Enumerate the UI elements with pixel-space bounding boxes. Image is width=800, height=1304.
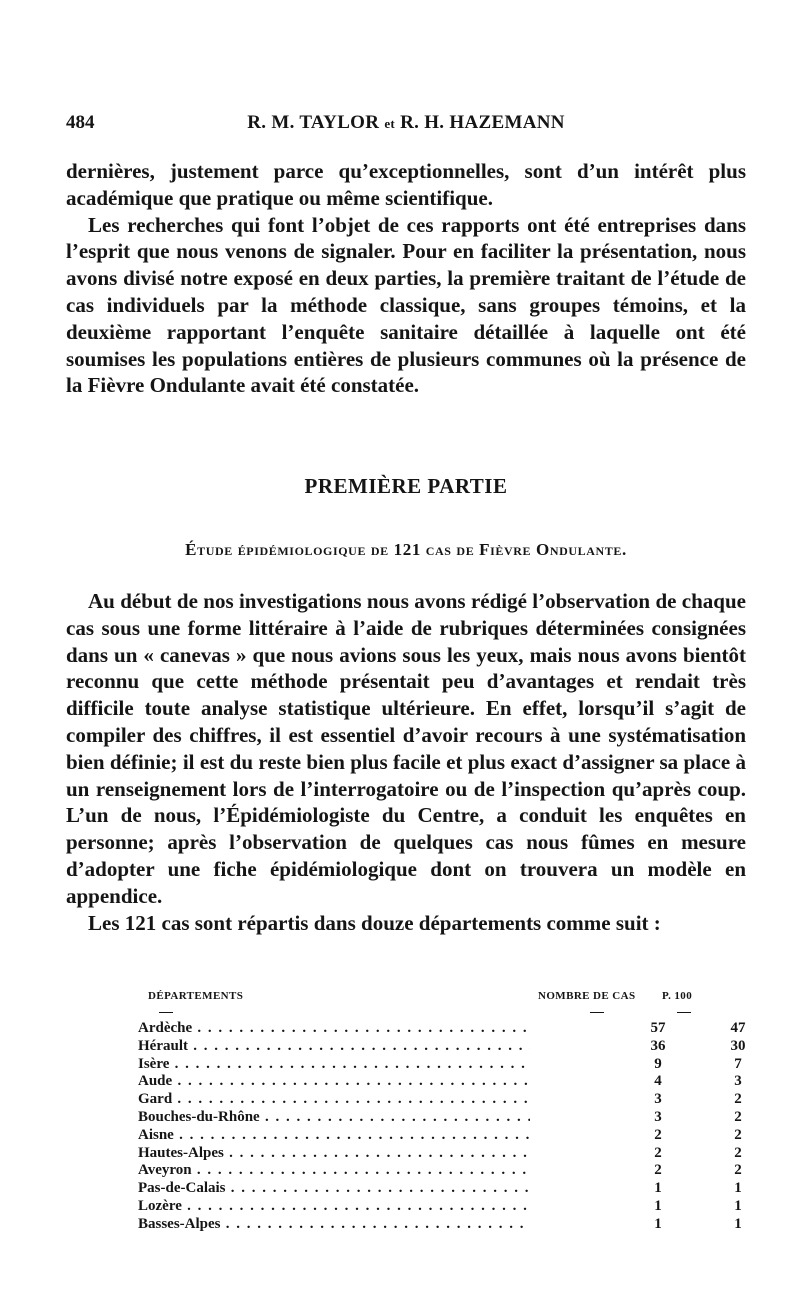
case-count: 3 bbox=[654, 1108, 662, 1125]
departement-name: Hérault . . . bbox=[138, 1038, 530, 1056]
case-count: 1 bbox=[654, 1197, 662, 1214]
case-percent: 3 bbox=[734, 1073, 742, 1090]
case-percent: 47 bbox=[730, 1020, 746, 1036]
case-count: 57 bbox=[650, 1020, 666, 1036]
page-header bbox=[66, 112, 746, 136]
case-percent: 1 bbox=[734, 1197, 742, 1214]
departement-name: Hautes-Alpes . . . bbox=[138, 1145, 530, 1163]
departement-name: Bouches-du-Rhône . . . bbox=[138, 1109, 530, 1127]
departement-name: Gard . . . bbox=[138, 1091, 530, 1109]
case-count: 36 bbox=[650, 1037, 666, 1054]
running-head-et: et bbox=[384, 116, 396, 131]
body-text bbox=[66, 588, 746, 936]
departement-name: Aude . . . bbox=[138, 1073, 530, 1091]
header-departements: DÉPARTEMENTS bbox=[148, 990, 244, 1002]
case-percent: 7 bbox=[734, 1055, 742, 1072]
table-row bbox=[138, 1215, 742, 1234]
case-count: 1 bbox=[654, 1215, 662, 1232]
table-row bbox=[138, 1180, 742, 1198]
section-subtitle: Étude épidémiologique de 121 cas de Fièvre Ondulante. bbox=[185, 540, 627, 559]
table-row bbox=[138, 1020, 746, 1038]
body-paragraph-1: Au début de nos investigations nous avons rédigé l’observation de chaque cas sous une forme littéraire à l’aide de rubriques déterminées consignées dans un « canevas » que nous avions sous les yeux, mais nous avons bientôt reconnu que cette méthode présentait peu d’avantages et rendait très difficile toute analyse statistique ultérieure. En effet, lorsqu’il s’agit de compiler des chiffres, il est essentiel d’avoir recours à une systématisation bien définie; il est du reste bien plus facile et plus exact d’assigner sa place à un renseignement lors de l’interrogatoire ou de l’inspection qu’après coup. L’un de nous, l’Épidémiologiste du Centre, a conduit les enquêtes en personne; après l’observation de quelques cas nous fûmes en mesure d’adopter une fiche épidémiologique dont on trouvera un modèle en appendice. bbox=[66, 589, 746, 908]
departement-name: Basses-Alpes . . . bbox=[138, 1216, 530, 1234]
case-percent: 1 bbox=[734, 1215, 742, 1232]
case-percent: 2 bbox=[734, 1126, 742, 1143]
header-nombre-de-cas: NOMBRE DE CAS bbox=[538, 990, 636, 1002]
body-paragraph-2: Les 121 cas sont répartis dans douze départements comme suit : bbox=[88, 910, 661, 935]
case-percent: 1 bbox=[734, 1180, 742, 1197]
departement-name: Pas-de-Calais . . . bbox=[138, 1180, 530, 1198]
intro-paragraph-1: dernières, justement parce qu’exceptionnelles, sont d’un intérêt plus académique que pratique ou même scientifique. bbox=[66, 159, 746, 210]
table-row bbox=[138, 1144, 742, 1163]
case-count: 4 bbox=[654, 1073, 662, 1090]
header-pourcentage: P. 100 bbox=[662, 990, 693, 1002]
departement-name: Aveyron . . . bbox=[138, 1162, 530, 1180]
case-count: 2 bbox=[654, 1126, 662, 1143]
case-percent: 2 bbox=[734, 1108, 742, 1125]
table-row bbox=[138, 1055, 742, 1074]
case-percent: 2 bbox=[734, 1144, 742, 1161]
intro-paragraph-2: Les recherches qui font l’objet de ces rapports ont été entreprises dans l’esprit que nous venons de signaler. Pour en faciliter la présentation, nous avons divisé notre exposé en deux parties, la première traitant de l’étude de cas individuels par la méthode classique, sans groupes témoins, et la deuxième rapportant l’enquête sanitaire détaillée à laquelle ont été soumises les populations entières de plusieurs communes où la présence de la Fièvre Ondulante avait été constatée. bbox=[66, 212, 746, 398]
departement-name: Ardèche . . . bbox=[138, 1020, 530, 1038]
table-row bbox=[138, 1091, 742, 1109]
page-number: 484 bbox=[66, 112, 95, 133]
intro-text bbox=[66, 158, 746, 399]
case-percent: 2 bbox=[734, 1091, 742, 1108]
case-percent: 30 bbox=[730, 1037, 746, 1054]
header-dash bbox=[590, 1012, 604, 1013]
table-row bbox=[138, 1126, 742, 1145]
running-head-author-b: R. H. HAZEMANN bbox=[400, 112, 565, 133]
table-body bbox=[138, 1020, 746, 1234]
header-dash bbox=[159, 1012, 173, 1013]
running-head-author-a: R. M. TAYLOR bbox=[247, 112, 380, 133]
table-row bbox=[138, 1162, 742, 1180]
table-row bbox=[138, 1108, 742, 1127]
case-count: 2 bbox=[654, 1162, 662, 1179]
departement-name: Aisne . . . bbox=[138, 1127, 530, 1145]
table-row bbox=[138, 1197, 742, 1216]
table-row bbox=[138, 1073, 742, 1091]
case-count: 3 bbox=[654, 1091, 662, 1108]
case-count: 2 bbox=[654, 1144, 662, 1161]
header-dash bbox=[677, 1012, 691, 1013]
running-head bbox=[66, 112, 746, 134]
departement-name: Lozère . . . bbox=[138, 1198, 530, 1216]
table-row bbox=[138, 1037, 746, 1056]
case-count: 1 bbox=[654, 1180, 662, 1197]
case-count: 9 bbox=[654, 1055, 662, 1072]
case-percent: 2 bbox=[734, 1162, 742, 1179]
part-title: PREMIÈRE PARTIE bbox=[304, 474, 508, 498]
departement-name: Isère . . . bbox=[138, 1056, 530, 1074]
